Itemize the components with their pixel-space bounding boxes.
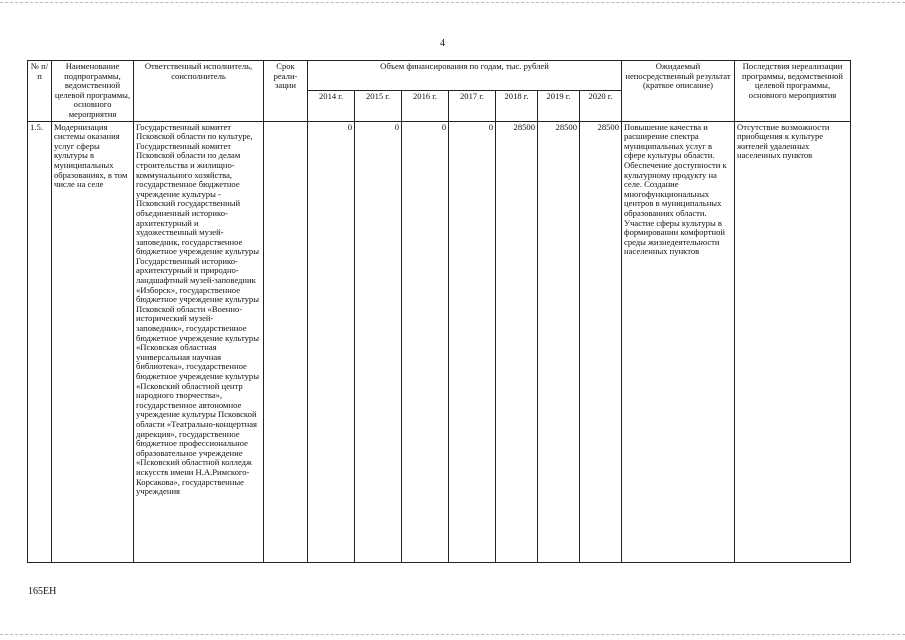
header-result: Ожидаемый непосредственный результат (краткое описание) (622, 61, 735, 122)
value-2014: 0 (308, 121, 355, 562)
scan-edge-bottom (0, 634, 905, 635)
header-year: 2015 г. (355, 91, 402, 121)
scan-edge-top (0, 2, 905, 3)
row-executor: Государственный комитет Псковской области по культуре, Государственный комитет Псковской области по делам строительства и жилищно-коммунального хозяйства, государственное бюджетное учреждение культуры - Псковский государственный объединенный историко-архитектурный и художественный музей-заповедник, государственное бюджетное учреждение культуры Государственный историко-архитектурный и природно-ландшафтный музей-заповедник «Изборск», государственное бюджетное учреждение культуры Псковской области «Военно-исторический музей-заповедник», государственное бюджетное учреждение культуры «Псковская областная универсальная научная библиотека», государственное бюджетное учреждение культуры «Псковский областной центр народного творчества», государственное автономное учреждение культуры Псковской области «Театрально-концертная дирекция», государственное бюджетное профессиональное образовательное учреждение «Псковский областной колледж искусств имени Н.А.Римского-Корсакова», государственные учреждения (134, 121, 264, 562)
header-year: 2018 г. (496, 91, 538, 121)
header-executor: Ответственный исполнитель, соисполнитель (134, 61, 264, 122)
footer-code: 165EH (28, 586, 57, 597)
row-num: 1.5. (28, 121, 52, 562)
header-num: № п/п (28, 61, 52, 122)
value-2020: 28500 (580, 121, 622, 562)
table-row (28, 121, 851, 562)
row-name: Модернизация системы оказания услуг сферы культуры в муниципальных образованиях, в том числе на селе (52, 121, 134, 562)
header-year: 2016 г. (402, 91, 449, 121)
header-year: 2017 г. (449, 91, 496, 121)
row-term (264, 121, 308, 562)
row-result: Повышение качества и расширение спектра муниципальных услуг в сфере культуры области. Обеспечение доступности к культурному продукту на селе. Создание многофункциональных центров в муниципальных образованиях области. Участие сферы культуры в формировании комфортной среды жизнедеятельности населенных пунктов (622, 121, 735, 562)
header-term: Срок реали-зации (264, 61, 308, 122)
header-year: 2014 г. (308, 91, 355, 121)
header-year: 2019 г. (538, 91, 580, 121)
header-name: Наименование подпрограммы, ведомственной целевой программы, основного мероприятия (52, 61, 134, 122)
row-consequences: Отсутствие возможности приобщения к культуре жителей удаленных населенных пунктов (735, 121, 851, 562)
value-2019: 28500 (538, 121, 580, 562)
value-2017: 0 (449, 121, 496, 562)
header-funding: Объем финансирования по годам, тыс. рублей (308, 61, 622, 91)
program-table (27, 60, 851, 563)
value-2015: 0 (355, 121, 402, 562)
value-2016: 0 (402, 121, 449, 562)
header-consequences: Последствия нереализации программы, ведомственной целевой программы, основного мероприятия (735, 61, 851, 122)
page-number: 4 (440, 38, 445, 49)
header-year: 2020 г. (580, 91, 622, 121)
value-2018: 28500 (496, 121, 538, 562)
